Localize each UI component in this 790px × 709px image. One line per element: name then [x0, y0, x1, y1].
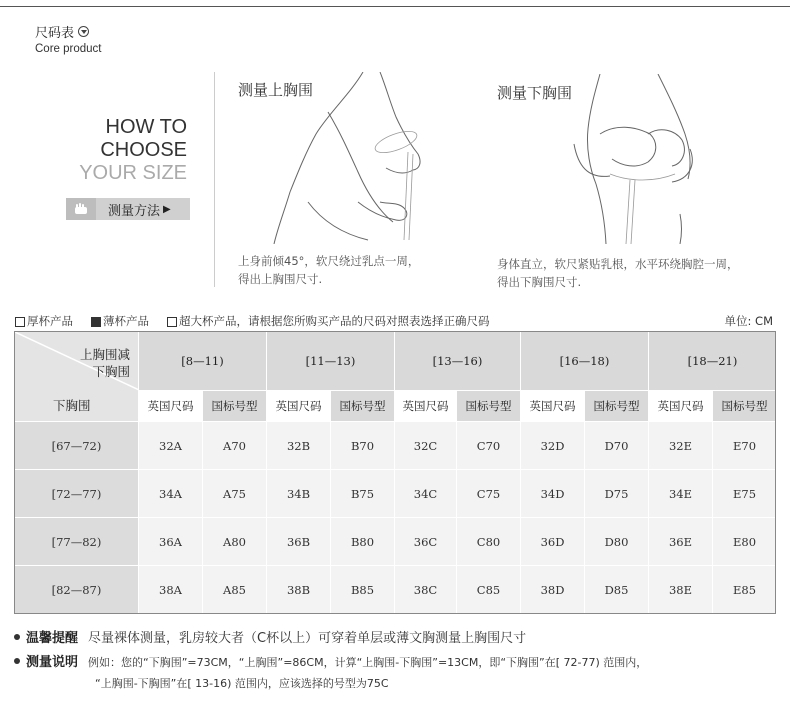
how-line-3: YOUR SIZE [79, 162, 187, 184]
legend-thick-cup [15, 313, 73, 329]
col-header-cn: 国标号型 [585, 391, 649, 422]
measure-upper-desc [238, 252, 419, 288]
col-header-uk: 英国尺码 [649, 391, 713, 422]
size-cell: B75 [331, 470, 395, 518]
table-corner-header [15, 332, 139, 422]
size-cell: A70 [203, 422, 267, 470]
size-cell: D75 [585, 470, 649, 518]
explain-note [14, 651, 647, 670]
size-cell: E85 [713, 566, 777, 614]
size-cell: B80 [331, 518, 395, 566]
range-header: [13—16) [395, 332, 521, 391]
size-cell: 38C [395, 566, 457, 614]
under-bust-figure [560, 74, 710, 244]
measure-upper-title: 测量上胸围 [238, 81, 314, 99]
size-cell: C75 [457, 470, 521, 518]
col-header-uk: 英国尺码 [139, 391, 203, 422]
col-header-cn: 国标号型 [457, 391, 521, 422]
size-cell: 38D [521, 566, 585, 614]
table-row [15, 422, 777, 470]
tip-note [14, 627, 526, 646]
size-cell: 38E [649, 566, 713, 614]
size-cell: A85 [203, 566, 267, 614]
tip-text: 尽量裸体测量，乳房较大者（C杯以上）可穿着单层或薄文胸测量上胸围尺寸 [88, 631, 527, 646]
measure-under-title: 测量下胸围 [497, 84, 573, 102]
table-row [15, 470, 777, 518]
col-header-cn: 国标号型 [713, 391, 777, 422]
corner-top-line2: 下胸围 [92, 364, 130, 379]
size-cell: E75 [713, 470, 777, 518]
size-cell: 36B [267, 518, 331, 566]
bullet-icon [14, 658, 20, 664]
size-cell: 32D [521, 422, 585, 470]
row-header: [67—72) [15, 422, 139, 470]
vertical-divider [214, 72, 215, 287]
col-header-cn: 国标号型 [203, 391, 267, 422]
size-cell: 34E [649, 470, 713, 518]
size-cell: 36A [139, 518, 203, 566]
hand-icon [66, 198, 96, 220]
corner-bottom-label: 下胸围 [53, 398, 91, 413]
size-cell: E70 [713, 422, 777, 470]
size-cell: B85 [331, 566, 395, 614]
legend-thin-cup [91, 313, 149, 329]
size-cell: 38B [267, 566, 331, 614]
tip-label: 温馨提醒 [26, 631, 79, 646]
measure-method-button[interactable] [66, 198, 190, 220]
size-cell: B70 [331, 422, 395, 470]
size-cell: D80 [585, 518, 649, 566]
top-divider [0, 6, 790, 7]
size-cell: 36D [521, 518, 585, 566]
how-to-choose-heading [79, 116, 187, 185]
empty-square-icon [15, 317, 25, 327]
size-cell: E80 [713, 518, 777, 566]
legend-large-cup-label: 超大杯产品，请根据您所购买产品的尺码对照表选择正确尺码 [179, 314, 490, 328]
legend-thin-cup-label: 薄杯产品 [103, 314, 149, 328]
empty-square-icon [167, 317, 177, 327]
col-header-uk: 英国尺码 [267, 391, 331, 422]
size-cell: 36E [649, 518, 713, 566]
table-row [15, 518, 777, 566]
size-cell: D85 [585, 566, 649, 614]
range-header: [8—11) [139, 332, 267, 391]
section-title-text: 尺码表 [35, 26, 75, 41]
filled-square-icon [91, 317, 101, 327]
size-cell: C70 [457, 422, 521, 470]
section-title [35, 22, 89, 41]
table-row [15, 566, 777, 614]
upper-bust-figure [268, 72, 438, 244]
measure-upper-desc-1: 上身前倾45°，软尺绕过乳点一周， [238, 254, 420, 268]
size-chart-table [14, 331, 777, 614]
size-cell: 34D [521, 470, 585, 518]
corner-top-line1: 上胸围减 [79, 347, 130, 362]
range-header: [11—13) [267, 332, 395, 391]
size-cell: 32E [649, 422, 713, 470]
range-header: [18—21) [649, 332, 777, 391]
cup-legend [15, 313, 490, 329]
size-cell: D70 [585, 422, 649, 470]
col-header-uk: 英国尺码 [521, 391, 585, 422]
legend-thick-cup-label: 厚杯产品 [27, 314, 73, 328]
explain-label: 测量说明 [26, 655, 79, 670]
corner-top-label [80, 346, 130, 380]
size-cell: 32C [395, 422, 457, 470]
unit-label: 单位: CM [724, 314, 773, 328]
play-icon: ▶ [163, 203, 171, 215]
size-cell: C85 [457, 566, 521, 614]
how-line-2: CHOOSE [100, 139, 187, 161]
explain-line-2: “上胸围-下胸围”在[ 13-16) 范围内，应该选择的号型为75C [95, 677, 389, 690]
size-cell: 34C [395, 470, 457, 518]
measure-upper-desc-2: 得出上胸围尺寸. [238, 272, 323, 286]
row-header: [72—77) [15, 470, 139, 518]
col-header-cn: 国标号型 [331, 391, 395, 422]
size-cell: 34B [267, 470, 331, 518]
chevron-down-icon[interactable] [78, 26, 89, 37]
measure-under-desc-2: 得出下胸围尺寸. [497, 275, 582, 289]
size-cell: 38A [139, 566, 203, 614]
measure-under-desc [497, 255, 739, 291]
legend-large-cup [167, 313, 490, 329]
size-cell: 36C [395, 518, 457, 566]
size-cell: A80 [203, 518, 267, 566]
size-cell: A75 [203, 470, 267, 518]
range-header: [16—18) [521, 332, 649, 391]
size-cell: 32B [267, 422, 331, 470]
row-header: [82—87) [15, 566, 139, 614]
how-line-1: HOW TO [105, 116, 187, 138]
measure-method-label: 测量方法 [108, 203, 161, 219]
measure-under-desc-1: 身体直立，软尺紧贴乳根，水平环绕胸腔一周， [497, 257, 739, 271]
section-subtitle: Core product [35, 43, 102, 55]
size-cell: C80 [457, 518, 521, 566]
explain-line-1: 例如：您的“下胸围”=73CM，“上胸围”=86CM，计算“上胸围-下胸围”=13CM，即“下胸围”在[ 72-77) 范围内， [88, 656, 648, 669]
size-cell: 34A [139, 470, 203, 518]
size-cell: 32A [139, 422, 203, 470]
row-header: [77—82) [15, 518, 139, 566]
bullet-icon [14, 634, 20, 640]
col-header-uk: 英国尺码 [395, 391, 457, 422]
